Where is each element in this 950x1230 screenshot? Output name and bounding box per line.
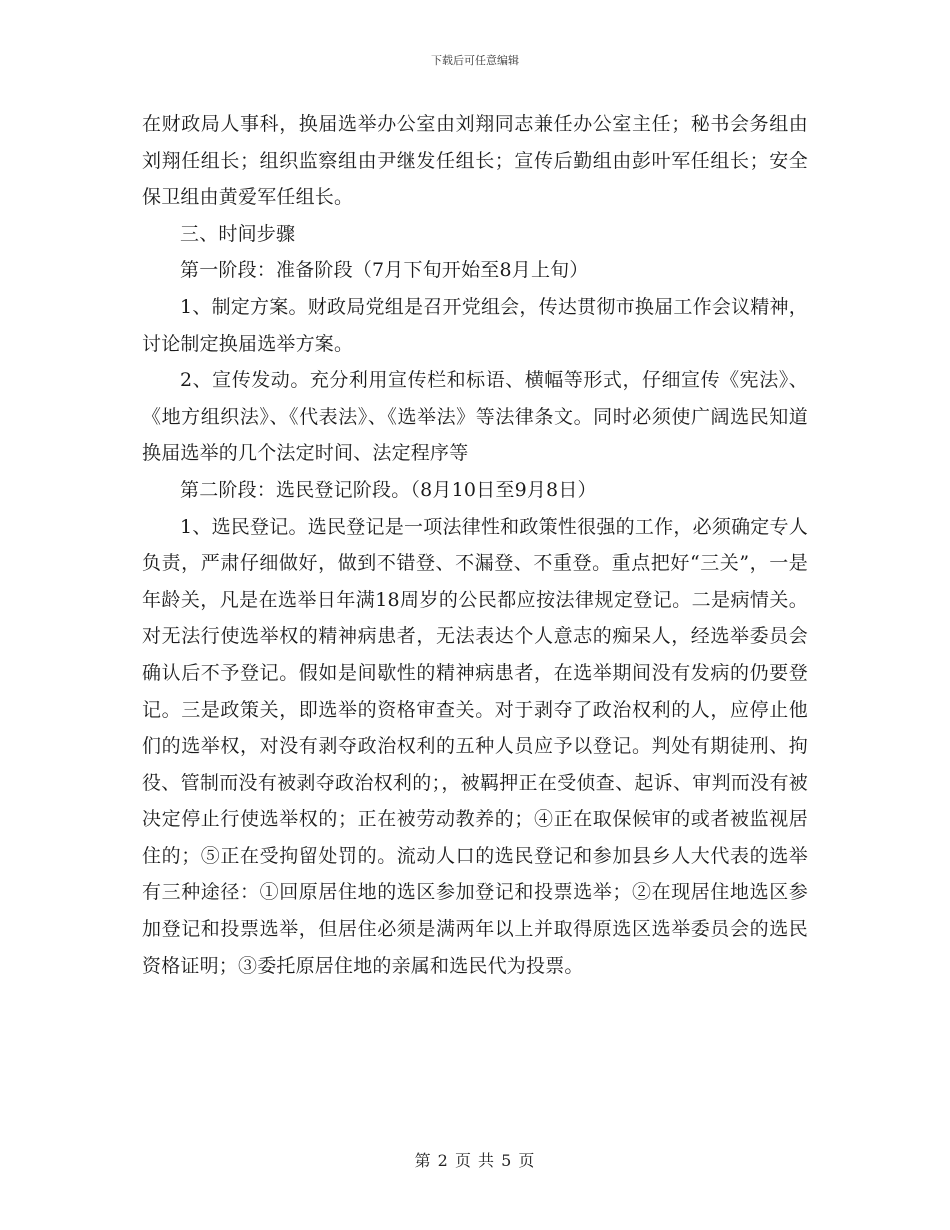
stage-one-heading: 第一阶段：准备阶段（7月下旬开始至8月上旬）: [180, 259, 589, 282]
paragraph-1: 在财政局人事科，换届选举办公室由刘翔同志兼任办公室主任；秘书会务组由刘翔任组长；组织监察组由尹继发任组长；宣传后勤组由彭叶军任组长；安全保卫组由黄爱军任组长。: [142, 113, 808, 209]
paragraph-voter-registration: 1、选民登记。选民登记是一项法律性和政策性很强的工作，必须确定专人负责，严肃仔细做好，做到不错登、不漏登、不重登。重点把好“三关”，一是年龄关，凡是在选举日年满18周岁的公民都应按法律规定登记。二是病情关。对无法行使选举权的精神病患者，无法表达个人意志的痴呆人，经选举委员会确认后不予登记。假如是间歇性的精神病患者，在选举期间没有发病的仍要登记。三是政策关，即选举的资格审查关。对于剥夺了政治权利的人，应停止他们的选举权，对没有剥夺政治权利的五种人员应予以登记。判处有期徒刑、拘役、管制而没有被剥夺政治权利的；，被羁押正在受侦查、起诉、审判而没有被决定停止行使选举权的；正在被劳动教养的；④正在取保候审的或者被监视居住的；⑤正在受拘留处罚的。流动人口的选民登记和参加县乡人大代表的选举有三种途径：①回原居住地的选区参加登记和投票选举；②在现居住地选区参加登记和投票选举，但居住必须是满两年以上并取得原选区选举委员会的选民资格证明；③委托原居住地的亲属和选民代为投票。: [142, 515, 808, 977]
page-header: 下载后可任意编辑: [431, 54, 519, 67]
document-body: [142, 106, 808, 984]
paragraph-formulate-plan: 1、制定方案。财政局党组是召开党组会，传达贯彻市换届工作会议精神，讨论制定换届选举方案。: [142, 295, 808, 355]
stage-two-heading: 第二阶段：选民登记阶段。（8月10日至9月8日）: [180, 478, 597, 501]
page-footer: 第 2 页 共 5 页: [414, 1151, 536, 1170]
section-heading-time-steps: 三、时间步骤: [180, 222, 296, 245]
paragraph-publicity: 2、宣传发动。充分利用宣传栏和标语、横幅等形式，仔细宣传《宪法》、《地方组织法》、《代表法》、《选举法》等法律条文。同时必须使广阔选民知道换届选举的几个法定时间、法定程序等: [142, 369, 808, 465]
